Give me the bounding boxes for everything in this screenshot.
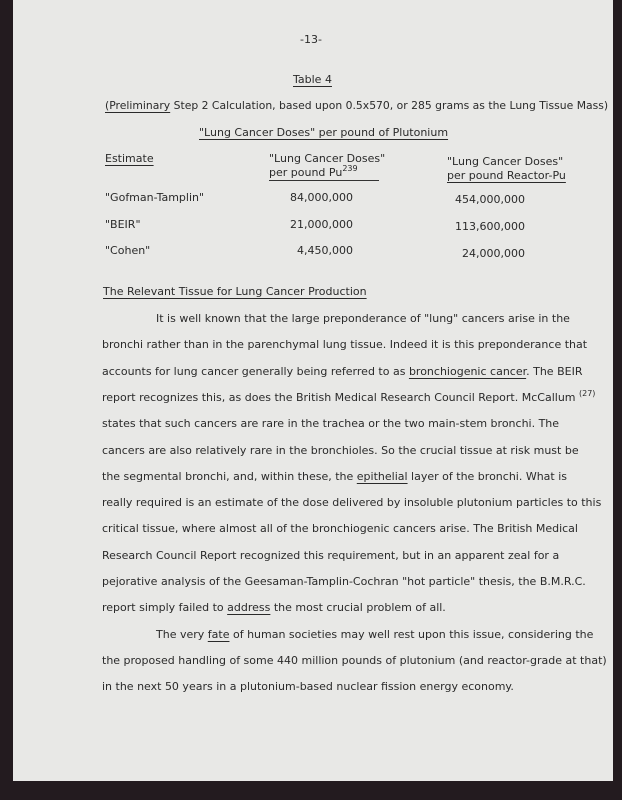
- col-header-pu239-line2: [269, 166, 385, 180]
- body-line: [102, 654, 607, 668]
- cell-pu239: 84,000,000: [290, 191, 353, 204]
- text-segment: report simply failed to: [102, 601, 228, 615]
- text-segment: of human societies may well rest upon this issue, considering the: [229, 627, 594, 641]
- text-segment: critical tissue, where almost all of the bronchiogenic cancers arise. The British Medical: [102, 522, 578, 536]
- text-segment: pejorative analysis of the Geesaman-Tamplin-Cochran "hot particle" thesis, the B.M.R.C.: [102, 575, 586, 588]
- cell-pu239: 21,000,000: [290, 218, 353, 231]
- pu-label: per pound Pu: [269, 166, 343, 179]
- body-line: [102, 444, 579, 458]
- table-title: Table 4: [293, 73, 332, 86]
- cell-reactor: 24,000,000: [462, 247, 525, 260]
- text-segment: . The BEIR: [526, 364, 583, 378]
- text-segment: accounts for lung cancer generally being referred to as: [102, 364, 409, 378]
- col-header-reactor: [447, 155, 566, 183]
- body-line: [102, 496, 601, 510]
- text-segment: the segmental bronchi, and, within these, the: [102, 469, 357, 483]
- body-line: [102, 417, 559, 431]
- text-segment: Research Council Report recognized this requirement, but in an apparent zeal for a: [102, 548, 560, 562]
- body-line: [102, 338, 587, 352]
- text-segment: states that such cancers are rare in the trachea or the two main-stem bronchi. The: [102, 417, 560, 431]
- body-line: [102, 388, 596, 405]
- body-line: [102, 522, 578, 536]
- page-number: -13-: [300, 33, 322, 46]
- cell-estimate: "Cohen": [105, 244, 151, 257]
- text-segment: in the next 50 years in a plutonium-based nuclear fission energy economy.: [102, 680, 514, 694]
- emphasized-text: bronchiogenic cancer: [408, 364, 527, 378]
- col-header-pu239-line1: "Lung Cancer Doses": [269, 152, 386, 165]
- table-subtitle: [105, 99, 608, 113]
- text-segment: the proposed handling of some 440 million pounds of plutonium (and reactor-grade at that): [102, 653, 607, 667]
- text-segment: report recognizes this, as does the British Medical Research Council Report. McCallum: [102, 390, 579, 404]
- emphasized-text: address: [227, 601, 271, 615]
- text-segment: cancers are also relatively rare in the bronchioles. So the crucial tissue at risk must be: [102, 443, 579, 457]
- section-heading: The Relevant Tissue for Lung Cancer Production: [103, 285, 367, 298]
- body-line: [102, 365, 582, 379]
- subtitle-rest: Step 2 Calculation, based upon 0.5x570, or 285 grams as the Lung Tissue Mass): [170, 99, 609, 112]
- cell-pu239: 4,450,000: [297, 244, 353, 257]
- subtitle-preliminary: (Preliminary: [105, 99, 171, 112]
- cell-estimate: "BEIR": [105, 218, 141, 231]
- col-header-pu239-underline: [269, 180, 379, 181]
- body-line: [156, 312, 570, 326]
- body-line: [102, 575, 586, 589]
- table-heading: "Lung Cancer Doses" per pound of Plutonium: [199, 126, 449, 139]
- cell-estimate: "Gofman-Tamplin": [105, 191, 205, 204]
- body-line: [102, 680, 514, 694]
- emphasized-text: fate: [207, 627, 230, 641]
- text-segment: The very: [156, 627, 208, 641]
- col-header-reactor-line1: "Lung Cancer Doses": [447, 155, 564, 168]
- text-segment: the most crucial problem of all.: [270, 601, 446, 615]
- col-header-pu239: [269, 152, 385, 180]
- body-line: [102, 549, 559, 563]
- col-header-reactor-line2: per pound Reactor-Pu: [447, 169, 566, 182]
- pu-isotope: 239: [342, 164, 358, 173]
- emphasized-text: epithelial: [356, 469, 408, 483]
- cell-reactor: 454,000,000: [455, 193, 525, 206]
- body-line: [156, 628, 593, 642]
- citation-reference: (27): [579, 388, 596, 398]
- text-segment: It is well known that the large preponderance of "lung" cancers arise in the: [156, 312, 570, 325]
- text-segment: really required is an estimate of the dose delivered by insoluble plutonium particles to this: [102, 496, 602, 510]
- text-segment: layer of the bronchi. What is: [407, 469, 568, 483]
- col-header-estimate: Estimate: [105, 152, 154, 165]
- text-segment: bronchi rather than in the parenchymal lung tissue. Indeed it is this preponderance that: [102, 338, 588, 352]
- body-line: [102, 470, 567, 484]
- body-line: [102, 601, 446, 615]
- cell-reactor: 113,600,000: [455, 220, 525, 233]
- document-page: [13, 0, 613, 781]
